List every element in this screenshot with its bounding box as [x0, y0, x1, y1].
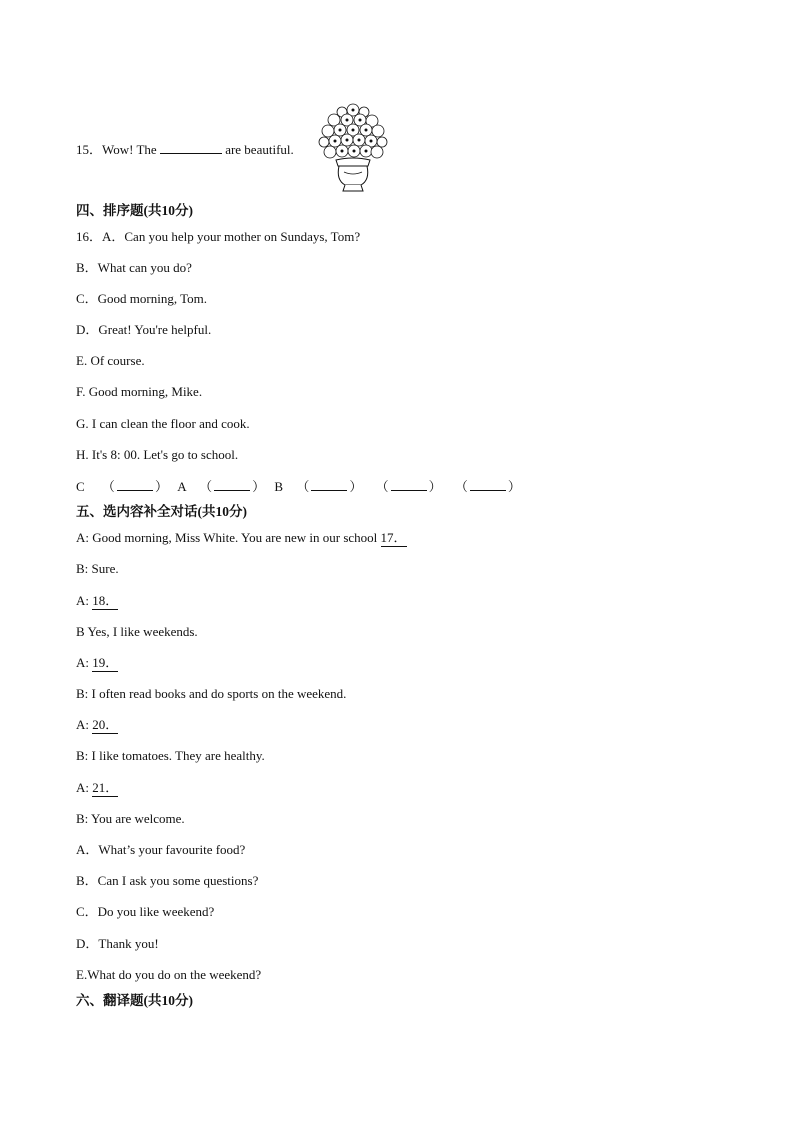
dialogue-line: B: I like tomatoes. They are healthy. [76, 748, 265, 763]
q16-item: F. Good morning, Mike. [76, 384, 203, 399]
answer-blank-2[interactable] [214, 478, 250, 491]
dialogue-line: B: I often read books and do sports on the weekend. [76, 686, 347, 701]
answer-blank-3[interactable] [311, 478, 347, 491]
dialogue-blank-17[interactable]: 17． [380, 530, 407, 545]
dialogue-line: A: 19． [76, 655, 119, 670]
answer-label-a: A [177, 479, 186, 494]
question-15 [76, 141, 294, 158]
q16-item: C．Good morning, Tom. [76, 291, 208, 306]
q16-item: G. I can clean the floor and cook. [76, 416, 250, 431]
q16-item: D．Great! You're helpful. [76, 322, 212, 337]
section-5-heading: 五、选内容补全对话(共10分) [76, 504, 247, 519]
dialogue-line: B: You are welcome. [76, 811, 185, 826]
dialogue-line: B Yes, I like weekends. [76, 624, 198, 639]
answer-blank-5[interactable] [470, 478, 506, 491]
flower-vase-icon [314, 100, 392, 194]
q15-blank[interactable] [160, 141, 222, 154]
option-item: C．Do you like weekend? [76, 904, 215, 919]
dialogue-blank-18[interactable]: 18． [92, 593, 119, 608]
q16-item: 16．A．Can you help your mother on Sundays, Tom? [76, 229, 361, 244]
q16-item: H. It's 8: 00. Let's go to school. [76, 447, 239, 462]
answer-label-c: C [76, 479, 85, 494]
dialogue-line: A: 20． [76, 717, 119, 732]
dialogue-line: A: Good morning, Miss White. You are new in our school 17． [76, 530, 407, 545]
answer-label-b: B [274, 479, 284, 494]
section-6-heading: 六、翻译题(共10分) [76, 993, 193, 1008]
dialogue-line: A: 18． [76, 593, 119, 608]
dialogue-line: B: Sure. [76, 561, 119, 576]
option-item: A．What’s your favourite food? [76, 842, 246, 857]
dialogue-blank-20[interactable]: 20． [92, 717, 119, 732]
dialogue-blank-19[interactable]: 19． [92, 655, 119, 670]
option-item: E.What do you do on the weekend? [76, 967, 262, 982]
answer-blank-4[interactable] [391, 478, 427, 491]
q16-answer-row: C （ ） A （ ） B （ ） （ ） （ ） [76, 479, 521, 494]
answer-blank-1[interactable] [117, 478, 153, 491]
q16-item: B．What can you do? [76, 260, 192, 275]
option-item: D．Thank you! [76, 936, 159, 951]
q15-prefix: 15．Wow! The [76, 142, 157, 157]
dialogue-line: A: 21． [76, 780, 119, 795]
q16-item: E. Of course. [76, 353, 145, 368]
q15-suffix: are beautiful. [225, 142, 294, 157]
section-4-heading: 四、排序题(共10分) [76, 203, 193, 218]
dialogue-blank-21[interactable]: 21． [92, 780, 119, 795]
option-item: B．Can I ask you some questions? [76, 873, 259, 888]
